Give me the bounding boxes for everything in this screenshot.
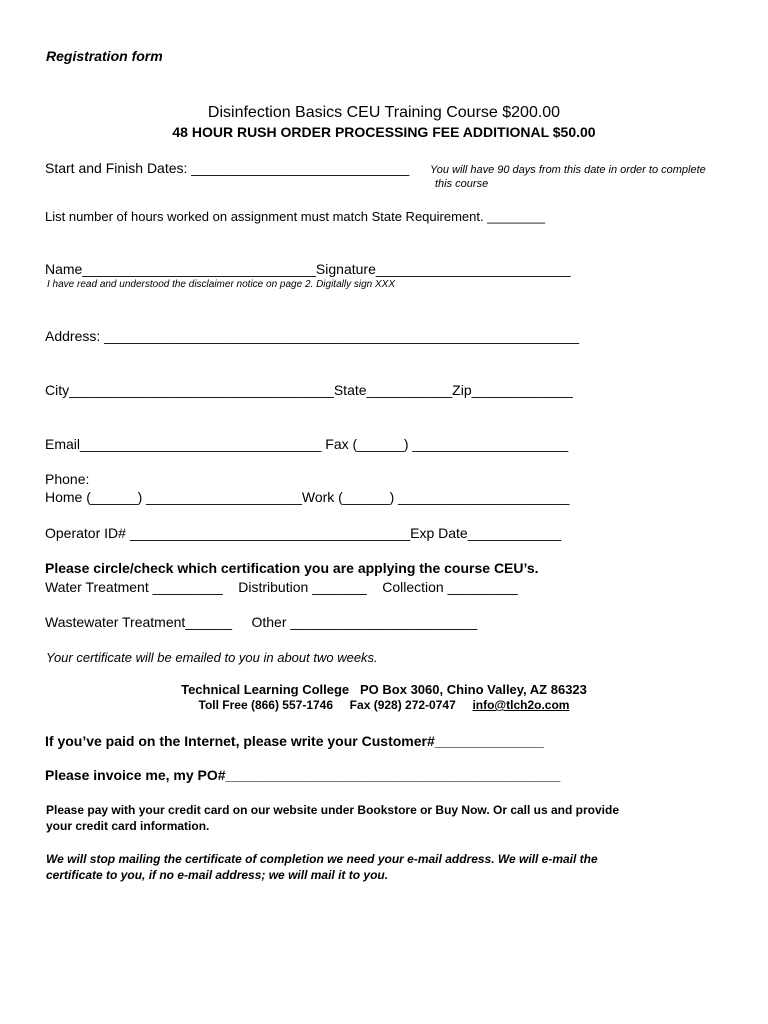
phone-field[interactable]: Home (______) ____________________Work (______) ______________________ xyxy=(45,489,570,505)
contact-email-link[interactable]: info@tlch2o.com xyxy=(472,698,570,712)
customer-number-field[interactable]: If you’ve paid on the Internet, please write your Customer#______________ xyxy=(45,733,544,749)
mailing-note: We will stop mailing the certificate of completion we need your e-mail address. We will e-mail the xyxy=(46,852,598,866)
city-state-zip-field[interactable]: City__________________________________State___________Zip_____________ xyxy=(45,382,573,398)
dates-field[interactable]: Start and Finish Dates: ____________________________ xyxy=(45,160,410,176)
hours-field[interactable]: List number of hours worked on assignment must match State Requirement. ________ xyxy=(45,209,546,224)
rush-fee-subtitle: 48 HOUR RUSH ORDER PROCESSING FEE ADDITIONAL $50.00 xyxy=(172,124,596,140)
form-label: Registration form xyxy=(46,48,163,64)
operator-id-field[interactable]: Operator ID# ____________________________________Exp Date____________ xyxy=(45,525,562,541)
credit-card-note-continued: your credit card information. xyxy=(46,819,210,833)
mailing-note-continued: certificate to you, if no e-mail address; we will mail it to you. xyxy=(46,868,389,882)
certificate-email-note: Your certificate will be emailed to you in about two weeks. xyxy=(46,650,378,665)
name-signature-field[interactable]: Name______________________________Signature_________________________ xyxy=(45,261,571,277)
dates-note: You will have 90 days from this date in order to complete xyxy=(430,164,706,176)
contact-address: Technical Learning College PO Box 3060, Chino Valley, AZ 86323 xyxy=(181,682,587,697)
dates-note-continued: this course xyxy=(435,178,489,190)
contact-phone-line xyxy=(0,698,768,712)
credit-card-note: Please pay with your credit card on our website under Bookstore or Buy Now. Or call us and provide xyxy=(46,803,620,817)
course-title: Disinfection Basics CEU Training Course $200.00 xyxy=(207,104,561,121)
certification-row-1[interactable]: Water Treatment _________ Distribution _______ Collection _________ xyxy=(45,579,518,595)
certification-heading: Please circle/check which certification you are applying the course CEU’s. xyxy=(45,560,539,576)
address-field[interactable]: Address: _____________________________________________________________ xyxy=(45,328,580,344)
email-fax-field[interactable]: Email_______________________________ Fax (______) ____________________ xyxy=(45,436,569,452)
disclaimer-note: I have read and understood the disclaimer notice on page 2. Digitally sign XXX xyxy=(47,279,395,290)
phone-label: Phone: xyxy=(45,471,90,487)
po-number-field[interactable]: Please invoice me, my PO#___________________________________________ xyxy=(45,767,561,783)
contact-phone-fax: Toll Free (866) 557-1746 Fax (928) 272-0747 xyxy=(198,698,473,712)
certification-row-2[interactable]: Wastewater Treatment______ Other ________________________ xyxy=(45,614,478,630)
